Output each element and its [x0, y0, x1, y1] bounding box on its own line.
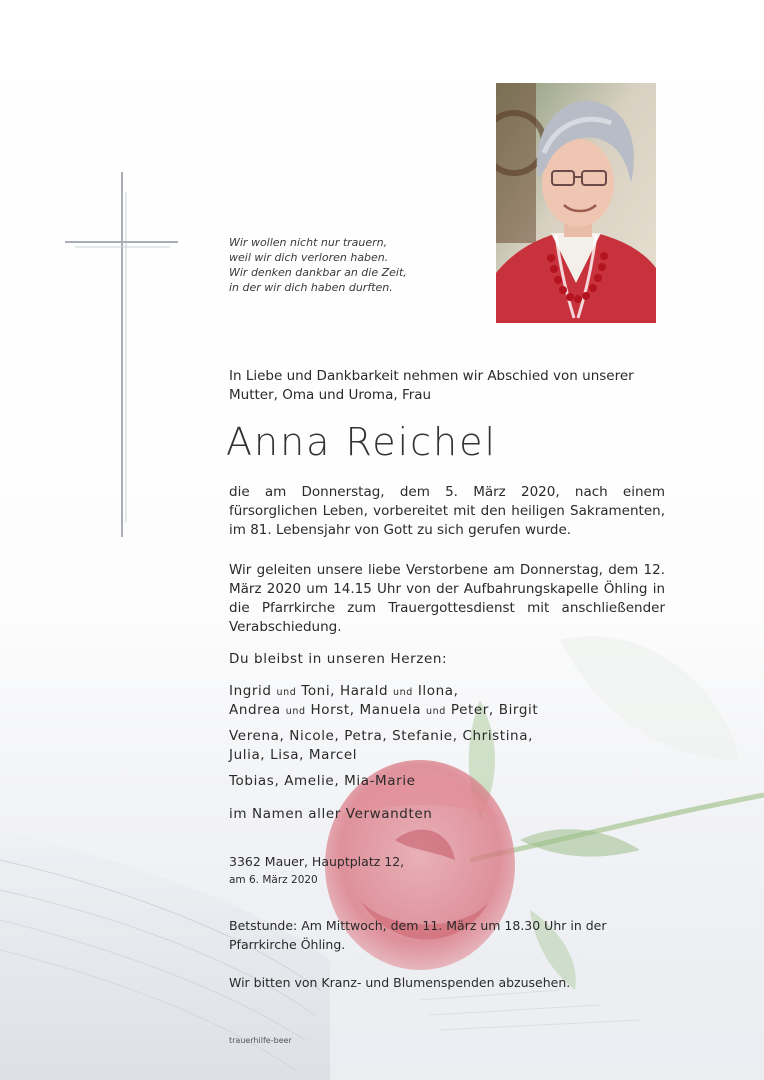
deceased-name: Anna Reichel	[226, 420, 498, 464]
memorial-poem	[229, 235, 407, 295]
poem-line: Wir wollen nicht nur trauern,	[229, 236, 388, 249]
intro-text: In Liebe und Dankbarkeit nehmen wir Abschied von unserer Mutter, Oma und Uroma, Frau	[229, 368, 634, 403]
portrait-photo	[496, 83, 656, 323]
address: 3362 Mauer, Hauptplatz 12,	[229, 854, 405, 869]
family-name: Andrea	[229, 702, 281, 718]
prayer-info: Betstunde: Am Mittwoch, dem 11. März um 18.30 Uhr in der Pfarrkirche Öhling.	[229, 918, 607, 952]
cross-icon	[60, 172, 180, 537]
heart-line: Du bleibst in unseren Herzen:	[229, 651, 448, 667]
family-name: Ingrid	[229, 683, 272, 699]
family-children-row	[229, 682, 665, 702]
great-grandchildren-line: Tobias, Amelie, Mia-Marie	[229, 773, 416, 789]
poem-line: in der wir dich haben durften.	[229, 281, 393, 294]
address-block	[229, 853, 404, 889]
notice-date: am 6. März 2020	[229, 874, 318, 886]
and-word: und	[426, 706, 446, 717]
funeral-info: Wir geleiten unsere liebe Verstorbene am Donnerstag, dem 12. März 2020 um 14.15 Uhr von der Aufbahrungskapelle Öhling in die Pfarrkirche zum Trauergottesdienst mit anschließender Verabschiedung.	[229, 562, 665, 635]
family-name: Ilona,	[417, 683, 459, 699]
poem-line: Wir denken dankbar an die Zeit,	[229, 266, 407, 279]
family-children-row	[229, 701, 665, 721]
poem-line: weil wir dich verloren haben.	[229, 251, 389, 264]
relatives-line: im Namen aller Verwandten	[229, 806, 433, 822]
family-name: Peter, Birgit	[450, 702, 539, 718]
flower-request: Wir bitten von Kranz- und Blumenspenden abzusehen.	[229, 975, 571, 990]
funeral-service-credit: trauerhilfe-beer	[229, 1036, 292, 1045]
family-name: Toni, Harald	[301, 683, 389, 699]
death-notice: die am Donnerstag, dem 5. März 2020, nach einem fürsorglichen Leben, vorbereitet mit den heiligen Sakramenten, im 81. Lebensjahr von Gott zu sich gerufen wurde.	[229, 484, 665, 538]
grandchildren-line: Julia, Lisa, Marcel	[229, 747, 358, 763]
and-word: und	[276, 687, 297, 698]
and-word: und	[393, 687, 413, 698]
grandchildren-line: Verena, Nicole, Petra, Stefanie, Christina,	[229, 728, 533, 744]
family-name: Horst, Manuela	[310, 702, 422, 718]
and-word: und	[285, 706, 306, 717]
